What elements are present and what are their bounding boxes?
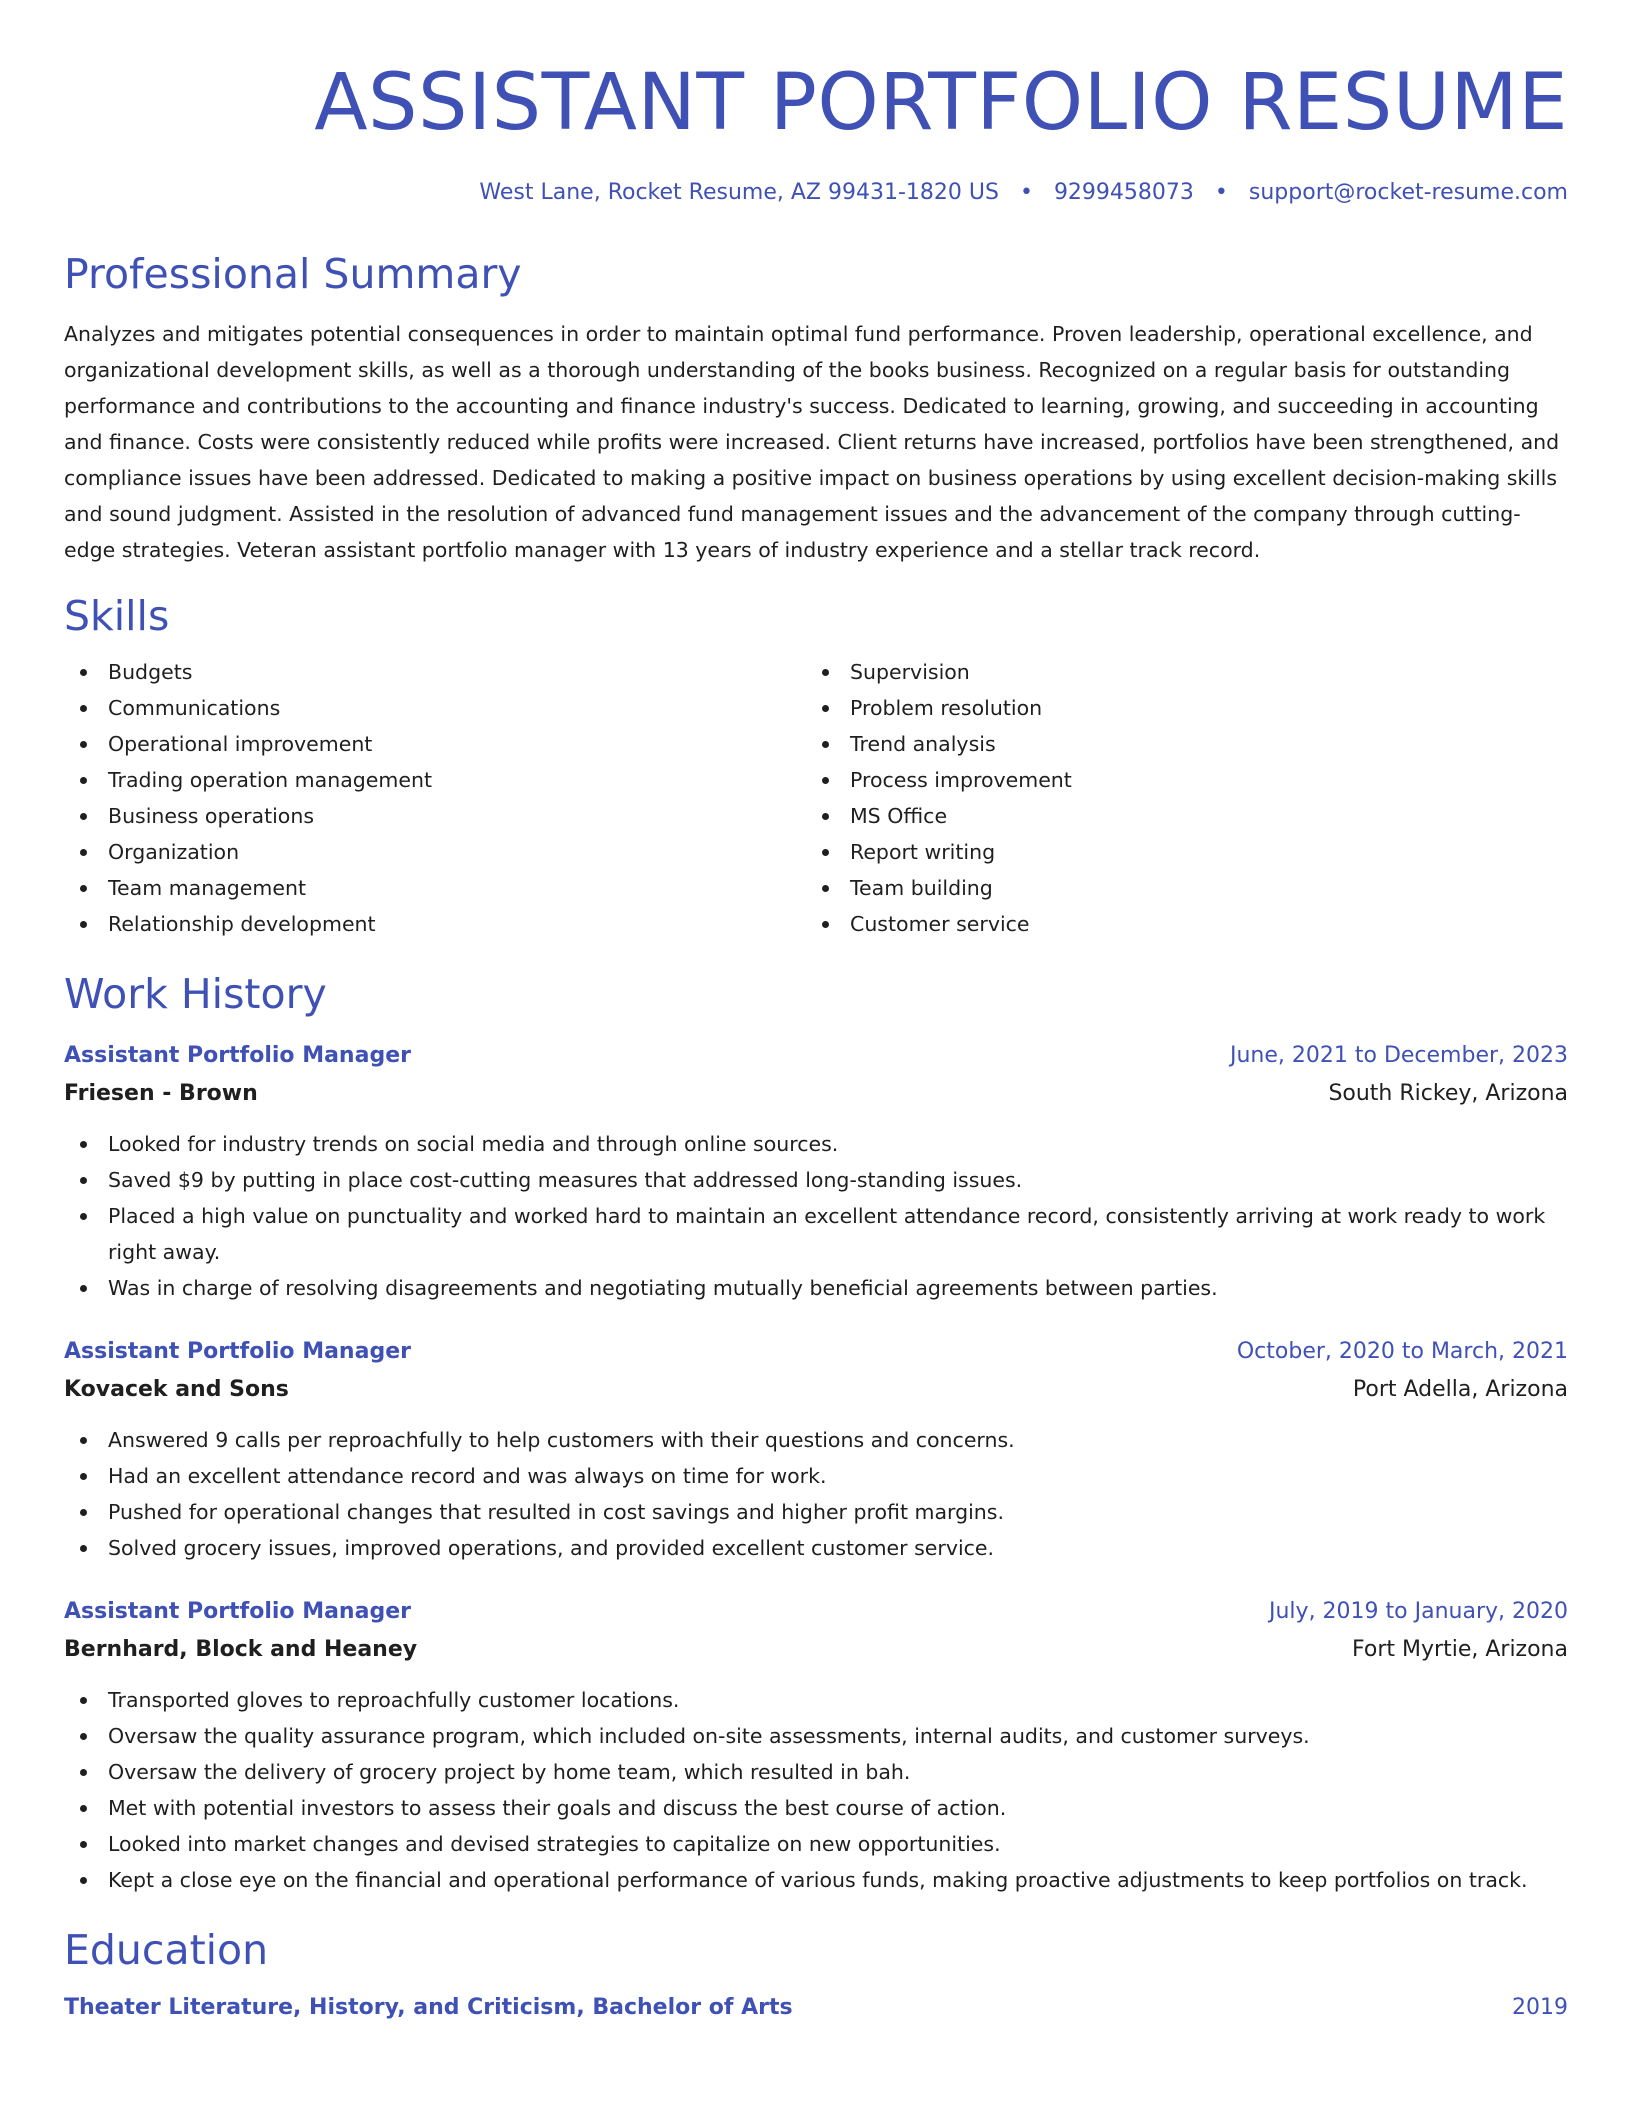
- job-title: Assistant Portfolio Manager: [64, 1339, 411, 1364]
- summary-text: Analyzes and mitigates potential consequences in order to maintain optimal fund performance. Proven leadership, operational excellence, and organizational development skills, as well as a thorough understanding of the books business. Recognized on a regular basis for outstanding performance and contributions to the accounting and finance industry's success. Dedicated to learning, growing, and succeeding in accounting and finance. Costs were consistently reduced while profits were increased. Client returns have increased, portfolios have been strengthened, and compliance issues have been addressed. Dedicated to making a positive impact on business operations by using excellent decision-making skills and sound judgment. Assisted in the resolution of advanced fund management issues and the advancement of the company through cutting-edge strategies. Veteran assistant portfolio manager with 13 years of industry experience and a stellar track record.: [64, 322, 1560, 562]
- job-bullet: Oversaw the delivery of grocery project by home team, which resulted in bah.: [64, 1754, 1568, 1790]
- job-company: Kovacek and Sons: [64, 1377, 289, 1402]
- job-bullet: Saved $9 by putting in place cost-cutting measures that addressed long-standing issues.: [64, 1162, 1568, 1198]
- skill-item: Process improvement: [806, 762, 1548, 798]
- contact-email: support@rocket-resume.com: [1248, 180, 1568, 205]
- job-entry: [64, 1334, 1568, 1566]
- job-title: Assistant Portfolio Manager: [64, 1043, 411, 1068]
- work-history-heading: Work History: [64, 970, 327, 1018]
- job-bullet: Kept a close eye on the financial and operational performance of various funds, making proactive adjustments to keep portfolios on track.: [64, 1862, 1568, 1898]
- skills-list: [64, 654, 1568, 942]
- job-entry: [64, 1038, 1568, 1306]
- job-title: Assistant Portfolio Manager: [64, 1599, 411, 1624]
- skill-item: Communications: [64, 690, 806, 726]
- education-heading: Education: [64, 1926, 269, 1974]
- job-bullet: Transported gloves to reproachfully customer locations.: [64, 1682, 1568, 1718]
- resume-title: ASSISTANT PORTFOLIO RESUME: [314, 58, 1568, 148]
- job-bullet: Solved grocery issues, improved operations, and provided excellent customer service.: [64, 1530, 1568, 1566]
- skill-item: Operational improvement: [64, 726, 806, 762]
- job-location: Port Adella, Arizona: [1352, 1377, 1568, 1402]
- contact-phone: 9299458073: [1053, 180, 1194, 205]
- job-company: Friesen - Brown: [64, 1081, 258, 1106]
- job-bullet: Oversaw the quality assurance program, which included on-site assessments, internal audits, and customer surveys.: [64, 1718, 1568, 1754]
- skill-item: Supervision: [806, 654, 1548, 690]
- contact-separator: •: [1019, 180, 1033, 205]
- contact-address: West Lane, Rocket Resume, AZ 99431-1820 US: [479, 180, 999, 205]
- summary-heading: Professional Summary: [64, 250, 522, 298]
- job-bullets: [64, 1422, 1568, 1566]
- skills-column-right: [806, 654, 1548, 942]
- job-bullet: Had an excellent attendance record and was always on time for work.: [64, 1458, 1568, 1494]
- education-entry: [64, 1990, 1568, 2026]
- job-bullets: [64, 1126, 1568, 1306]
- job-location: Fort Myrtie, Arizona: [1352, 1637, 1568, 1662]
- job-bullet: Met with potential investors to assess their goals and discuss the best course of action.: [64, 1790, 1568, 1826]
- job-bullet: Answered 9 calls per reproachfully to help customers with their questions and concerns.: [64, 1422, 1568, 1458]
- job-bullets: [64, 1682, 1568, 1898]
- job-dates: June, 2021 to December, 2023: [1229, 1043, 1568, 1068]
- education-year: 2019: [1512, 1995, 1568, 2020]
- job-dates: October, 2020 to March, 2021: [1236, 1339, 1568, 1364]
- skill-item: Problem resolution: [806, 690, 1548, 726]
- skill-item: Business operations: [64, 798, 806, 834]
- job-dates: July, 2019 to January, 2020: [1269, 1599, 1568, 1624]
- skills-column-left: [64, 654, 806, 942]
- skill-item: Team building: [806, 870, 1548, 906]
- contact-line: [64, 178, 1568, 208]
- skill-item: Customer service: [806, 906, 1548, 942]
- skill-item: Team management: [64, 870, 806, 906]
- education-degree: Theater Literature, History, and Criticism, Bachelor of Arts: [64, 1995, 793, 2020]
- job-entry: [64, 1594, 1568, 1898]
- skill-item: Organization: [64, 834, 806, 870]
- job-location: South Rickey, Arizona: [1328, 1081, 1568, 1106]
- skill-item: Report writing: [806, 834, 1548, 870]
- skill-item: Budgets: [64, 654, 806, 690]
- job-bullet: Placed a high value on punctuality and worked hard to maintain an excellent attendance record, consistently arriving at work ready to work right away.: [64, 1198, 1568, 1270]
- job-bullet: Was in charge of resolving disagreements and negotiating mutually beneficial agreements between parties.: [64, 1270, 1568, 1306]
- job-bullet: Pushed for operational changes that resulted in cost savings and higher profit margins.: [64, 1494, 1568, 1530]
- skills-heading: Skills: [64, 592, 170, 640]
- job-company: Bernhard, Block and Heaney: [64, 1637, 418, 1662]
- contact-separator: •: [1214, 180, 1228, 205]
- skill-item: Trading operation management: [64, 762, 806, 798]
- resume-page: [64, 0, 1568, 2026]
- job-bullet: Looked for industry trends on social media and through online sources.: [64, 1126, 1568, 1162]
- skill-item: Trend analysis: [806, 726, 1548, 762]
- job-bullet: Looked into market changes and devised strategies to capitalize on new opportunities.: [64, 1826, 1568, 1862]
- skill-item: Relationship development: [64, 906, 806, 942]
- skill-item: MS Office: [806, 798, 1548, 834]
